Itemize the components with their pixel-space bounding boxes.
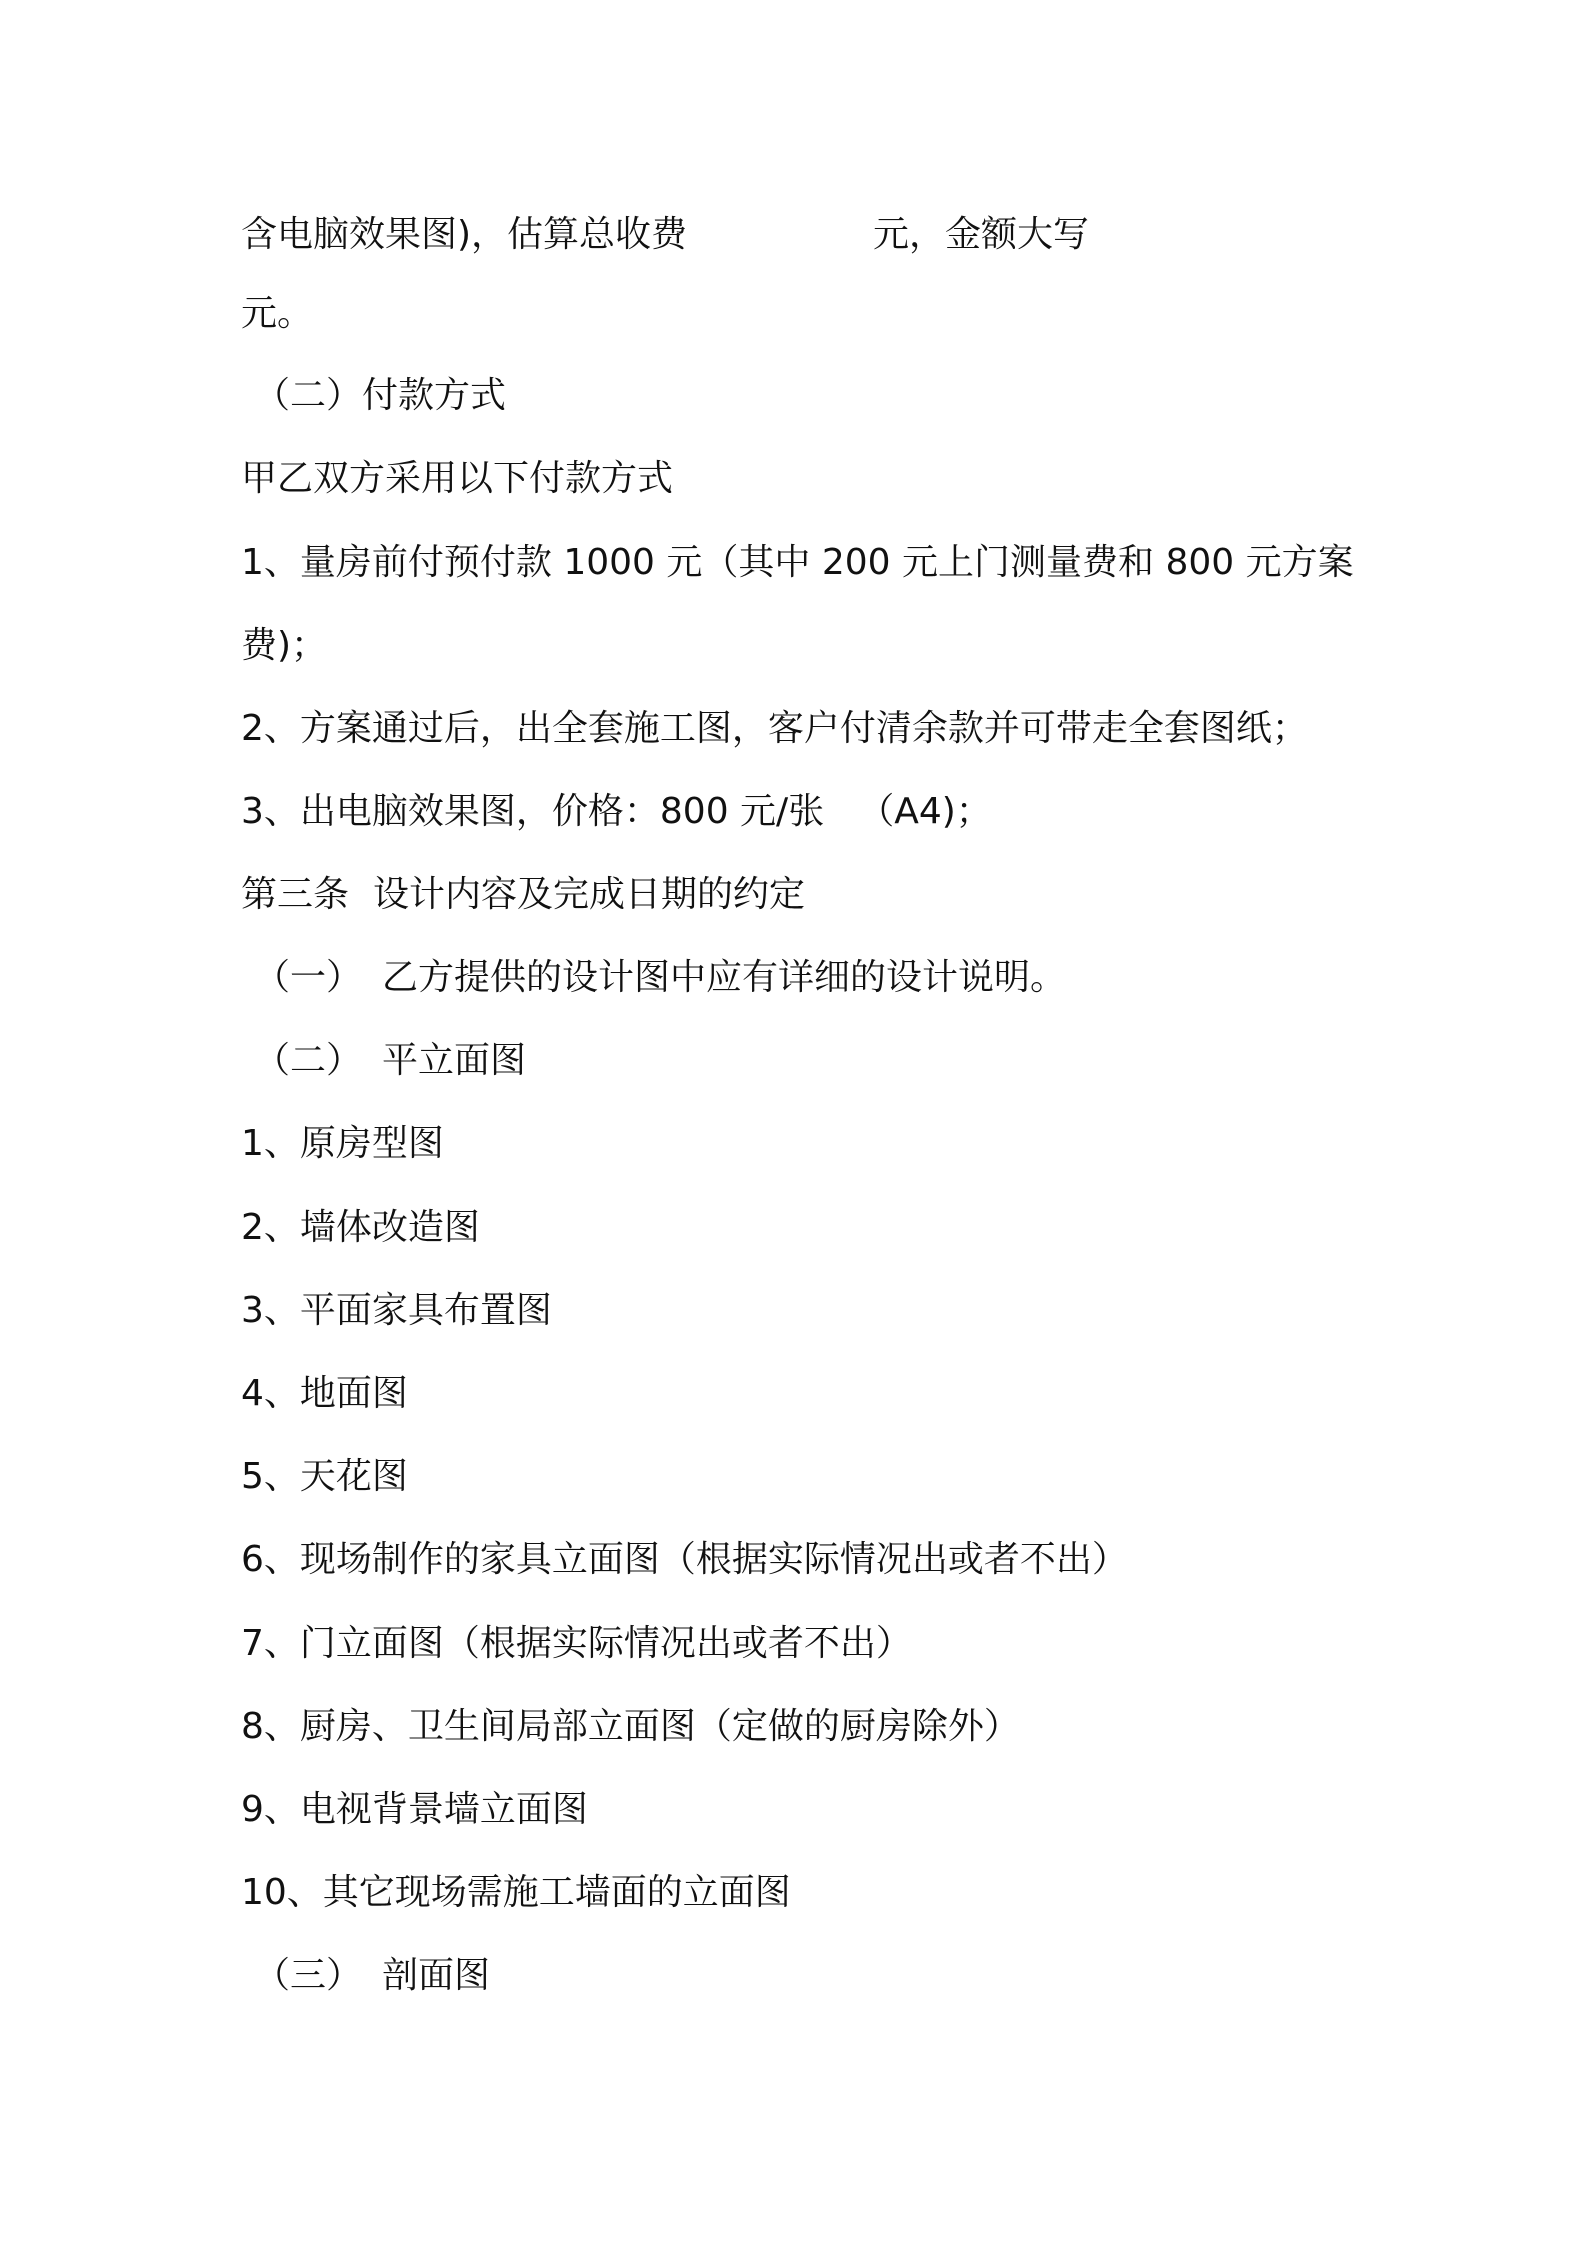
drawing-item-6: 6、现场制作的家具立面图（根据实际情况出或者不出） [241, 1539, 1128, 1580]
clause-three-number: （三） [254, 1955, 363, 1996]
payment-intro: 甲乙双方采用以下付款方式 [241, 458, 674, 499]
payment-item-1-cont: 费)； [241, 625, 328, 666]
clause-three-text: 剖面图 [382, 1955, 491, 1996]
clause-one [254, 956, 1066, 1000]
payment-item-3 [241, 790, 992, 834]
fee-estimate-text: 含电脑效果图)，估算总收费 [241, 214, 688, 255]
clause-three [254, 1954, 490, 1998]
article-title: 设计内容及完成日期的约定 [373, 874, 806, 915]
clause-two-number: （二） [254, 1040, 363, 1081]
clause-one-text: 乙方提供的设计图中应有详细的设计说明。 [382, 957, 1067, 998]
clause-one-number: （一） [254, 957, 363, 998]
drawing-item-1: 1、原房型图 [241, 1123, 444, 1164]
drawing-item-5: 5、天花图 [241, 1456, 408, 1497]
payment-item-1: 1、量房前付预付款 1000 元（其中 200 元上门测量费和 800 元方案 [241, 542, 1354, 583]
section-payment-heading: （二）付款方式 [254, 375, 507, 416]
payment-item-2: 2、方案通过后，出全套施工图，客户付清余款并可带走全套图纸； [241, 708, 1308, 749]
drawing-item-3: 3、平面家具布置图 [241, 1290, 552, 1331]
payment-item-3-text: 3、出电脑效果图，价格：800 元/张 [241, 791, 825, 832]
drawing-item-10: 10、其它现场需施工墙面的立面图 [241, 1872, 791, 1913]
fee-amount-text: 元，金额大写 [873, 214, 1090, 255]
line-fee-end: 元。 [241, 293, 314, 334]
drawing-item-7: 7、门立面图（根据实际情况出或者不出） [241, 1623, 912, 1664]
clause-two [254, 1039, 526, 1083]
drawing-item-2: 2、墙体改造图 [241, 1207, 480, 1248]
article-number: 第三条 [241, 874, 350, 915]
clause-two-text: 平立面图 [382, 1040, 527, 1081]
drawing-item-4: 4、地面图 [241, 1373, 408, 1414]
line-fee-estimate [241, 213, 1089, 257]
article-three-heading [241, 873, 805, 917]
payment-item-3-size: （A4)； [858, 791, 992, 832]
drawing-item-8: 8、厨房、卫生间局部立面图（定做的厨房除外） [241, 1706, 1020, 1747]
drawing-item-9: 9、电视背景墙立面图 [241, 1789, 588, 1830]
